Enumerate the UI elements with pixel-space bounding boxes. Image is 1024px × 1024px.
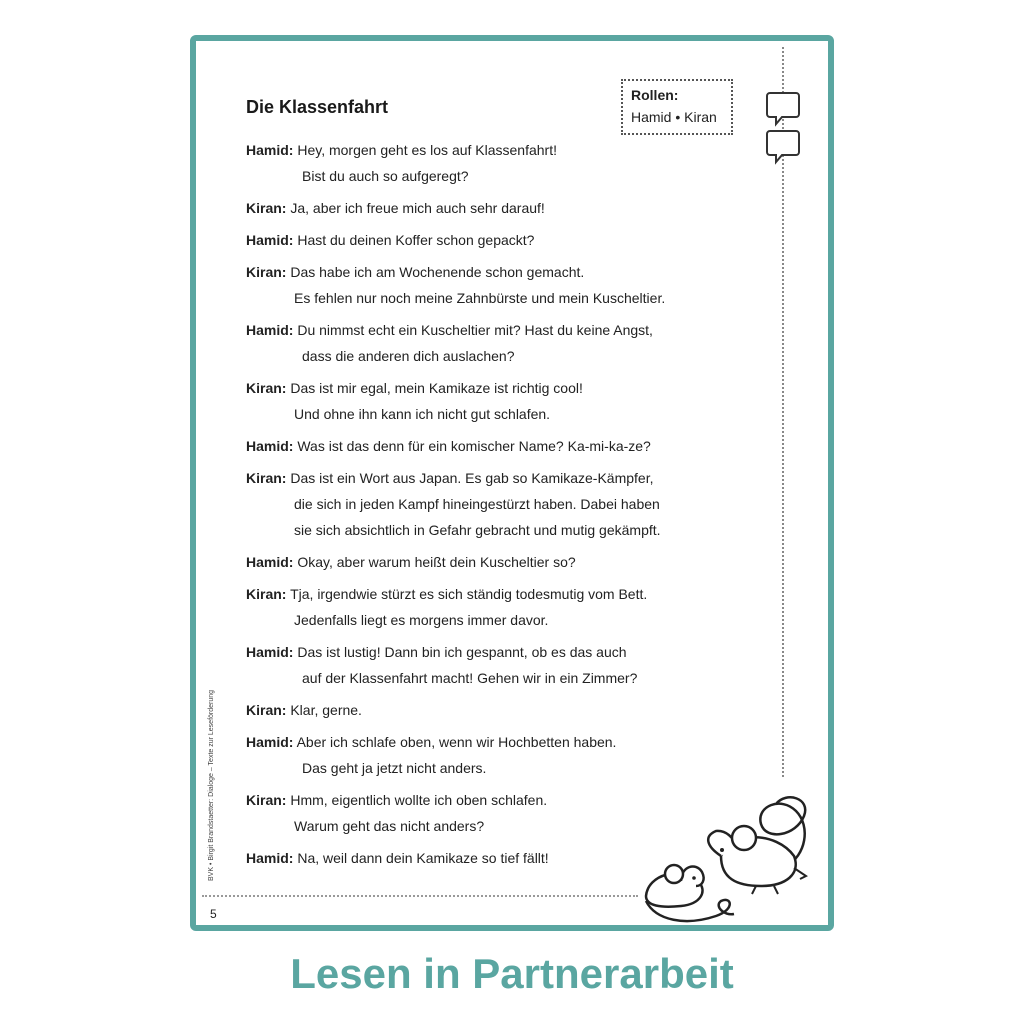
worksheet-title: Die Klassenfahrt — [246, 97, 389, 117]
line-text: Na, weil dann dein Kamikaze so tief fällt! — [297, 850, 549, 866]
line-text: Und ohne ihn kann ich nicht gut schlafen. — [294, 406, 551, 422]
dialogue-entry — [246, 227, 746, 259]
dialogue-line — [246, 433, 746, 459]
speaker-name: Kiran: — [246, 470, 287, 486]
speaker-name: Hamid: — [246, 554, 294, 570]
footer-title: Lesen in Partnerarbeit — [290, 950, 734, 997]
dialogue-entry — [246, 137, 746, 195]
line-text: Was ist das denn für ein komischer Name? Ka-mi-ka-ze? — [297, 438, 651, 454]
speaker-name: Kiran: — [246, 264, 287, 280]
dialogue-line — [246, 195, 746, 221]
dialogue-entry — [246, 433, 746, 465]
mice-illustration — [636, 786, 826, 926]
dialogue-line — [246, 729, 746, 755]
dialogue-line — [246, 549, 746, 575]
speaker-name: Kiran: — [246, 200, 287, 216]
line-text: Das ist lustig! Dann bin ich gespannt, ob es das auch — [297, 644, 627, 660]
dialogue-entry — [246, 375, 746, 433]
speaker-name: Hamid: — [246, 734, 294, 750]
speaker-name: Hamid: — [246, 644, 294, 660]
speech-bubble-icon — [764, 89, 804, 169]
dialogue-entry — [246, 639, 746, 697]
line-text: dass die anderen dich auslachen? — [302, 348, 515, 364]
dialogue-line — [246, 581, 746, 607]
line-text: die sich in jeden Kampf hineingestürzt haben. Dabei haben — [294, 496, 660, 512]
line-text: Ja, aber ich freue mich auch sehr darauf! — [290, 200, 545, 216]
dialogue-line — [246, 465, 746, 491]
line-text: Das habe ich am Wochenende schon gemacht. — [290, 264, 585, 280]
speaker-name: Kiran: — [246, 792, 287, 808]
dialogue-list — [246, 137, 746, 877]
roles-box — [621, 79, 733, 135]
speaker-name: Hamid: — [246, 850, 294, 866]
speaker-name: Hamid: — [246, 232, 294, 248]
speaker-name: Hamid: — [246, 322, 294, 338]
dialogue-entry — [246, 465, 746, 549]
line-text: Es fehlen nur noch meine Zahnbürste und mein Kuscheltier. — [294, 290, 666, 306]
roles-names: Hamid • Kiran — [631, 109, 717, 125]
line-text: Hast du deinen Koffer schon gepackt? — [297, 232, 535, 248]
line-text: Bist du auch so aufgeregt? — [302, 168, 469, 184]
line-text: Warum geht das nicht anders? — [294, 818, 485, 834]
speaker-name: Kiran: — [246, 586, 287, 602]
dialogue-entry — [246, 317, 746, 375]
dialogue-line — [246, 517, 746, 543]
line-text: auf der Klassenfahrt macht! Gehen wir in ein Zimmer? — [302, 670, 638, 686]
line-text: Du nimmst echt ein Kuscheltier mit? Hast du keine Angst, — [297, 322, 653, 338]
worksheet-page — [190, 35, 834, 931]
dialogue-line — [246, 285, 746, 311]
dialogue-line — [246, 665, 746, 691]
dialogue-entry — [246, 581, 746, 639]
line-text: Das ist mir egal, mein Kamikaze ist richtig cool! — [290, 380, 583, 396]
dialogue-line — [246, 755, 746, 781]
dialogue-line — [246, 343, 746, 369]
roles-label: Rollen: — [631, 87, 679, 103]
speaker-name: Kiran: — [246, 702, 287, 718]
dialogue-line — [246, 137, 746, 163]
line-text: Okay, aber warum heißt dein Kuscheltier so? — [297, 554, 576, 570]
dialogue-line — [246, 259, 746, 285]
dialogue-line — [246, 401, 746, 427]
line-text: Tja, irgendwie stürzt es sich ständig todesmutig vom Bett. — [290, 586, 648, 602]
side-credit: BVK • Birgit Brandstaetter: Dialoge – Texte zur Leseförderung — [208, 689, 215, 881]
speaker-name: Hamid: — [246, 142, 294, 158]
speaker-name: Hamid: — [246, 438, 294, 454]
line-text: Das geht ja jetzt nicht anders. — [302, 760, 487, 776]
dialogue-entry — [246, 195, 746, 227]
dotted-divider-horizontal — [202, 895, 638, 897]
line-text: Jedenfalls liegt es morgens immer davor. — [294, 612, 549, 628]
line-text: sie sich absichtlich in Gefahr gebracht und mutig gekämpft. — [294, 522, 661, 538]
dialogue-entry — [246, 697, 746, 729]
dialogue-entry — [246, 729, 746, 787]
page-number: 5 — [210, 907, 217, 921]
dialogue-entry — [246, 549, 746, 581]
dialogue-line — [246, 697, 746, 723]
dialogue-line — [246, 607, 746, 633]
dialogue-line — [246, 163, 746, 189]
dialogue-line — [246, 639, 746, 665]
line-text: Das ist ein Wort aus Japan. Es gab so Kamikaze-Kämpfer, — [290, 470, 654, 486]
dialogue-line — [246, 375, 746, 401]
dialogue-line — [246, 227, 746, 253]
line-text: Klar, gerne. — [290, 702, 362, 718]
speaker-name: Kiran: — [246, 380, 287, 396]
line-text: Hey, morgen geht es los auf Klassenfahrt! — [297, 142, 557, 158]
line-text: Hmm, eigentlich wollte ich oben schlafen. — [290, 792, 548, 808]
line-text: Aber ich schlafe oben, wenn wir Hochbetten haben. — [296, 734, 617, 750]
dialogue-line — [246, 491, 746, 517]
dialogue-entry — [246, 259, 746, 317]
dialogue-line — [246, 317, 746, 343]
